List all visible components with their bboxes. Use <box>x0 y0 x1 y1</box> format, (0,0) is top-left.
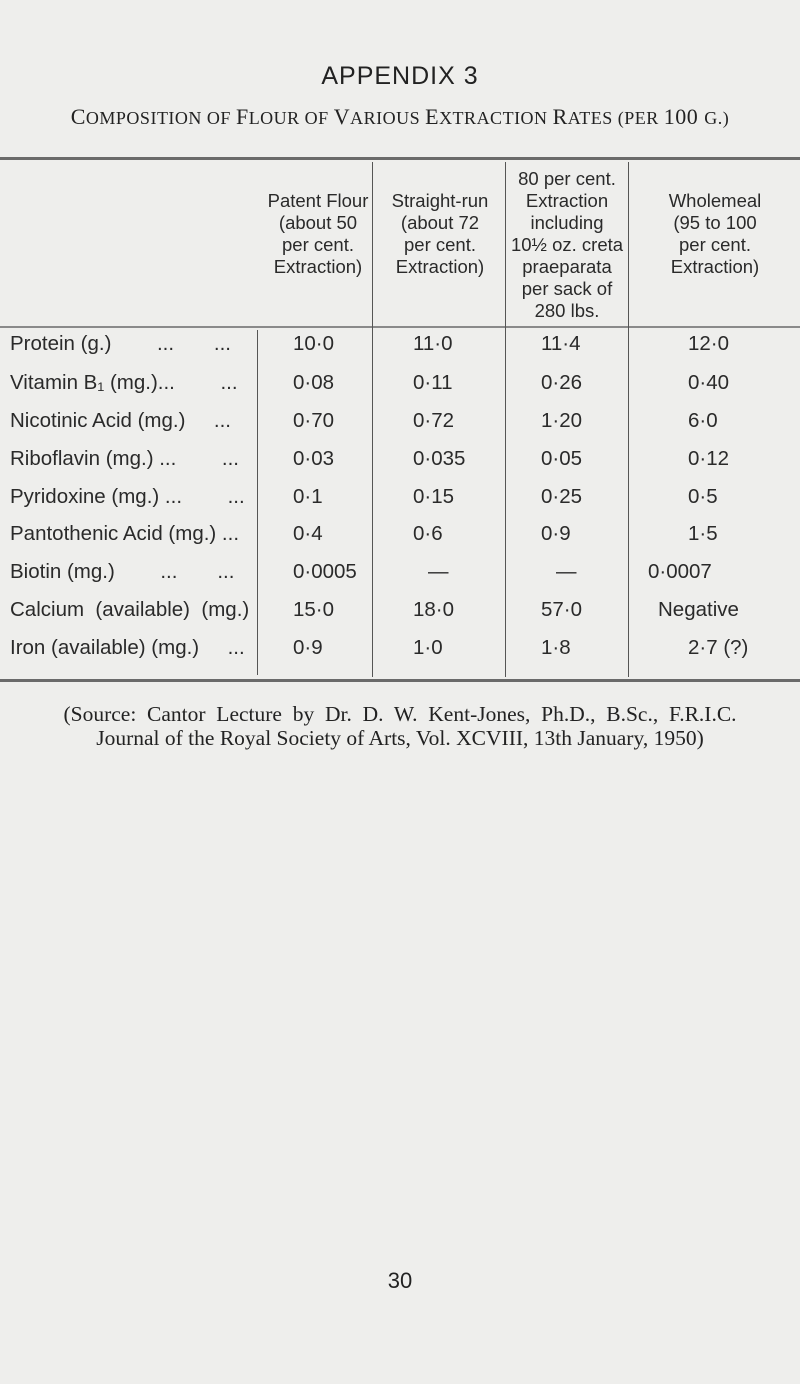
table-cell: 57·0 <box>541 598 583 621</box>
table-cell: 0·0005 <box>293 560 357 583</box>
table-cell: 1·5 <box>688 522 718 545</box>
table-cell: 15·0 <box>293 598 335 621</box>
column-header-80-per-cent: 80 per cent. Extraction including 10½ oz. creta praeparata per sack of 280 lbs. <box>510 168 624 321</box>
table-cell: 1·0 <box>413 636 443 659</box>
table-cell: — <box>428 560 449 583</box>
row-label: Iron (available) (mg.) ... <box>10 636 245 659</box>
row-label: Protein (g.) ... ... <box>10 332 232 355</box>
table-cell: 1·8 <box>541 636 571 659</box>
table-bottom-rule <box>0 679 800 682</box>
column-divider <box>628 162 629 677</box>
row-label: Nicotinic Acid (mg.) ... <box>10 409 231 432</box>
column-header-straight-run: Straight-run (about 72 per cent. Extraction) <box>391 190 489 277</box>
row-label: Pantothenic Acid (mg.) ... <box>10 522 240 545</box>
table-cell: 0·4 <box>293 522 323 545</box>
page-number: 30 <box>387 1268 413 1293</box>
table-cell: 0·5 <box>688 485 718 508</box>
row-label: Pyridoxine (mg.) ... ... <box>10 485 245 508</box>
table-cell: 1·20 <box>541 409 583 432</box>
row-label: Calcium (available) (mg.) <box>10 598 250 621</box>
table-title: COMPOSITION OF FLOUR OF VARIOUS EXTRACTION RATES (PER 100 G.) <box>70 104 730 129</box>
header-rule <box>0 326 800 328</box>
table-cell: 18·0 <box>413 598 455 621</box>
column-header-wholemeal: Wholemeal (95 to 100 per cent. Extraction) <box>668 190 762 277</box>
appendix-heading: APPENDIX 3 <box>321 62 479 90</box>
column-divider <box>257 330 258 675</box>
table-cell: 0·0007 <box>648 560 712 583</box>
table-cell: 0·05 <box>541 447 583 470</box>
table-cell: Negative <box>658 598 739 621</box>
table-cell: 0·9 <box>293 636 323 659</box>
table-cell: 0·11 <box>413 371 453 394</box>
table-cell: 0·70 <box>293 409 335 432</box>
row-label: Biotin (mg.) ... ... <box>10 560 235 583</box>
table-cell: 0·9 <box>541 522 571 545</box>
table-cell: 0·03 <box>293 447 335 470</box>
table-cell: 10·0 <box>293 332 335 355</box>
column-header-patent-flour: Patent Flour (about 50 per cent. Extraction) <box>267 190 369 277</box>
source-citation: (Source: Cantor Lecture by Dr. D. W. Kent-Jones, Ph.D., B.Sc., F.R.I.C. Journal of the Royal Society of Arts, Vol. XCVIII, 13th January, 1950) <box>63 702 737 750</box>
table-cell: 0·12 <box>688 447 730 470</box>
table-cell: 11·0 <box>413 332 453 355</box>
row-label: Riboflavin (mg.) ... ... <box>10 447 239 470</box>
row-label: Vitamin B₁ (mg.)... ... <box>10 371 238 394</box>
table-cell: 0·40 <box>688 371 730 394</box>
table-cell: 2·7 (?) <box>688 636 749 659</box>
table-cell: 11·4 <box>541 332 581 355</box>
table-cell: 0·035 <box>413 447 466 470</box>
table-cell: 0·26 <box>541 371 583 394</box>
table-cell: 0·25 <box>541 485 583 508</box>
table-cell: 12·0 <box>688 332 730 355</box>
table-cell: 0·1 <box>293 485 323 508</box>
table-cell: 6·0 <box>688 409 718 432</box>
table-cell: 0·72 <box>413 409 455 432</box>
table-cell: 0·08 <box>293 371 335 394</box>
table-cell: 0·6 <box>413 522 443 545</box>
table-cell: — <box>556 560 577 583</box>
table-cell: 0·15 <box>413 485 455 508</box>
table-top-rule <box>0 157 800 160</box>
